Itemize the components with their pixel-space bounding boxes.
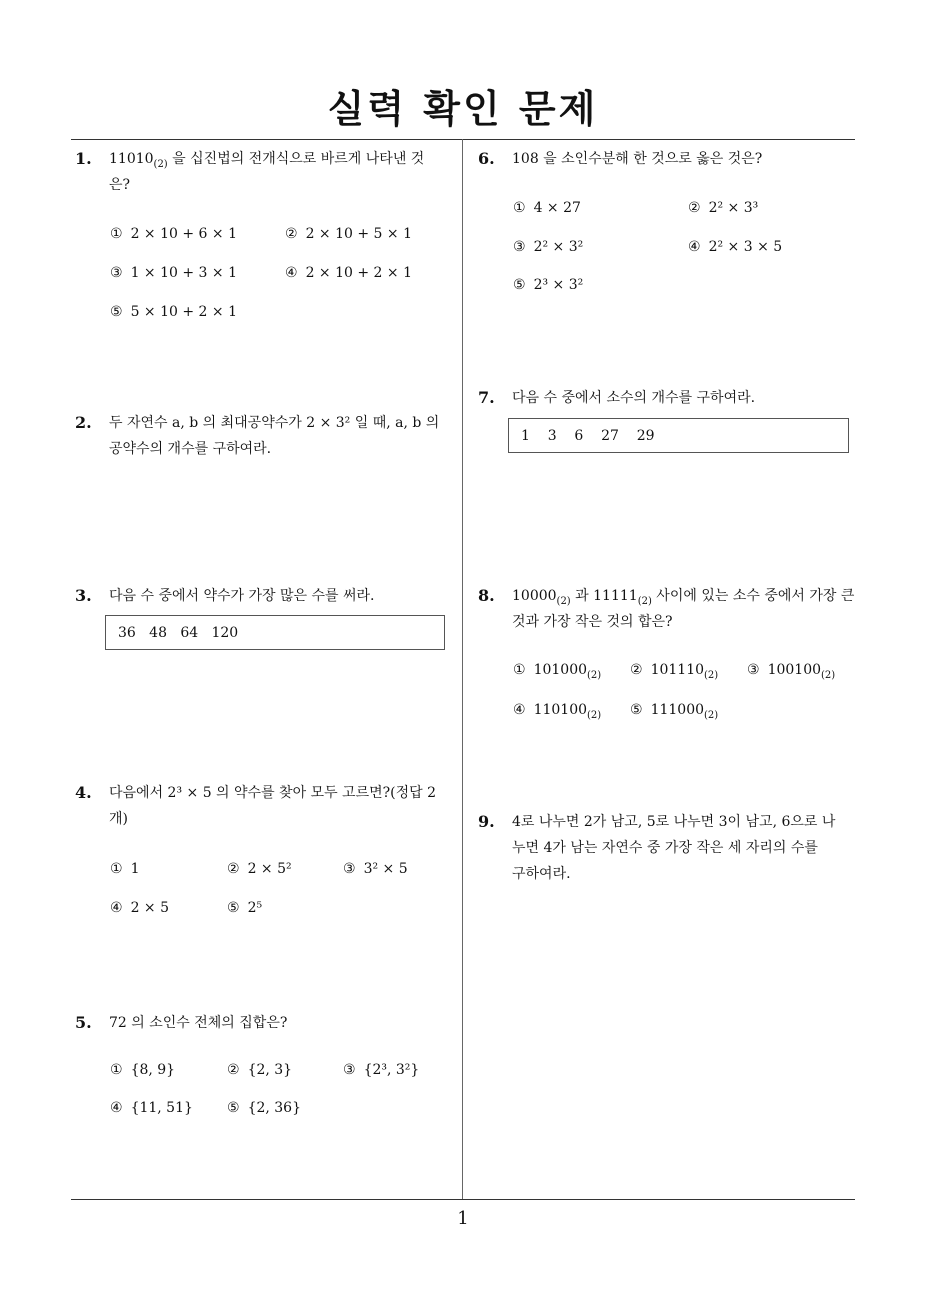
choice-text: 2 × 5 [130,900,170,916]
choice-2[interactable] [688,200,758,216]
choice-marker: ① [110,226,123,242]
choice-1[interactable] [110,226,237,242]
choice-5[interactable] [630,702,719,721]
choice-text: 2² × 3² [533,239,584,255]
choice-text: 2 × 10 + 2 × 1 [305,265,412,281]
choice-5[interactable] [227,1100,301,1116]
question-text-line: 다음에서 2³ × 5 의 약수를 찾아 모두 고르면?(정답 2 [109,785,436,801]
choice-5[interactable] [227,900,262,916]
question-number: 6. [478,149,495,168]
choice-3[interactable] [343,861,408,877]
choice-1[interactable] [513,200,581,216]
question-8 [478,583,860,643]
question-text [109,780,457,832]
question-number: 5. [75,1013,92,1032]
base-subscript: (2) [556,596,571,607]
base-subscript: (2) [153,159,168,170]
choice-text: 2 × 5² [247,861,292,877]
choice-text: 1 × 10 + 3 × 1 [130,265,237,281]
question-3 [75,583,457,613]
question-text [109,583,457,609]
question-6 [478,146,860,176]
choice-text: 2⁵ [247,900,263,916]
choice-marker: ⑤ [227,900,240,916]
choice-4[interactable] [285,265,412,281]
question-text [512,146,860,172]
choice-marker: ④ [110,1100,123,1116]
base-subscript: (2) [637,596,652,607]
question-5 [75,1010,457,1040]
choice-text: 111000 [650,702,705,718]
question-text-line: 108 을 소인수분해 한 것으로 옳은 것은? [512,151,763,167]
base-subscript: (2) [821,670,836,681]
choice-marker: ③ [343,861,356,877]
choice-text: 101110 [650,662,705,678]
question-text-line: 은? [109,177,131,193]
choice-text: 5 × 10 + 2 × 1 [130,304,237,320]
choice-text: 2³ × 3² [533,277,584,293]
choice-text: {2³, 3²} [363,1062,420,1078]
choice-marker: ③ [343,1062,356,1078]
question-2 [75,410,457,470]
question-number: 7. [478,388,495,407]
question-number: 9. [478,812,495,831]
choice-marker: ② [688,200,701,216]
choice-text: 2 × 10 + 5 × 1 [305,226,412,242]
choice-marker: ① [110,1062,123,1078]
choice-text: 3² × 5 [363,861,408,877]
choice-1[interactable] [110,861,139,877]
choice-4[interactable] [513,702,602,721]
question-text-line: 개) [109,811,128,827]
choice-text: {11, 51} [130,1100,193,1116]
question-9 [478,809,860,893]
binary-number: 11010 [109,151,154,167]
question-number: 4. [75,783,92,802]
question-text-line: 구하여라. [512,866,571,882]
choice-marker: ② [227,1062,240,1078]
choice-marker: ⑤ [227,1100,240,1116]
question-text [109,1010,457,1036]
choice-marker: ① [110,861,123,877]
choice-text: 2 × 10 + 6 × 1 [130,226,237,242]
base-subscript: (2) [587,710,602,721]
choice-marker: ④ [513,702,526,718]
choice-1[interactable] [110,1062,175,1078]
choice-4[interactable] [688,239,782,255]
base-subscript: (2) [704,710,719,721]
question-text-line: 다음 수 중에서 소수의 개수를 구하여라. [512,390,756,406]
binary-number: 10000 [512,588,557,604]
choice-text: 1 [130,861,140,877]
choice-marker: ④ [688,239,701,255]
choice-3[interactable] [343,1062,419,1078]
choice-5[interactable] [513,277,583,293]
choice-2[interactable] [227,1062,292,1078]
choice-3[interactable] [513,239,583,255]
choice-marker: ② [227,861,240,877]
choice-text: {2, 3} [247,1062,293,1078]
number-list-box: 36 48 64 120 [105,615,445,650]
number-list-box: 1 3 6 27 29 [508,418,849,453]
choice-text: 4 × 27 [533,200,581,216]
choice-marker: ② [630,662,643,678]
question-number: 1. [75,149,92,168]
choice-marker: ⑤ [630,702,643,718]
question-1 [75,146,457,206]
page-title: 실력 확인 문제 [327,87,599,131]
choice-marker: ② [285,226,298,242]
choice-4[interactable] [110,1100,193,1116]
choice-marker: ③ [747,662,760,678]
base-subscript: (2) [704,670,719,681]
choice-marker: ⑤ [513,277,526,293]
question-text [512,583,860,635]
choice-2[interactable] [285,226,412,242]
choice-marker: ③ [110,265,123,281]
choice-5[interactable] [110,304,237,320]
choice-4[interactable] [110,900,169,916]
choice-marker: ④ [110,900,123,916]
question-text-line: 다음 수 중에서 약수가 가장 많은 수를 써라. [109,588,375,604]
question-text [512,385,860,411]
header-divider [71,139,855,140]
choice-text: 100100 [767,662,822,678]
question-text-line: 누면 4가 남는 자연수 중 가장 작은 세 자리의 수를 [512,840,818,856]
choice-2[interactable] [630,662,719,681]
question-text [109,146,457,198]
choice-marker: ① [513,662,526,678]
question-text-line: 을 십진법의 전개식으로 바르게 나타낸 것 [167,151,425,167]
page-number: 1 [457,1208,469,1229]
choice-text: 2² × 3³ [708,200,759,216]
base-subscript: (2) [587,670,602,681]
choice-marker: ① [513,200,526,216]
question-7 [478,385,860,415]
question-number: 3. [75,586,92,605]
question-text-line: 두 자연수 a, b 의 최대공약수가 2 × 3² 일 때, a, b 의 [109,415,440,431]
question-text-line: 4로 나누면 2가 남고, 5로 나누면 3이 남고, 6으로 나 [512,814,836,830]
column-divider [462,139,463,1200]
choice-text: 101000 [533,662,588,678]
choice-marker: ④ [285,265,298,281]
choice-1[interactable] [513,662,602,681]
question-text-line: 것과 가장 작은 것의 합은? [512,614,673,630]
choice-3[interactable] [747,662,836,681]
choice-2[interactable] [227,861,292,877]
question-text-line: 사이에 있는 소수 중에서 가장 큰 [651,588,855,604]
choice-marker: ⑤ [110,304,123,320]
question-text-line: 공약수의 개수를 구하여라. [109,441,272,457]
question-4 [75,780,457,840]
question-text-line: 과 11111 [570,588,638,604]
question-number: 2. [75,413,92,432]
choice-text: {8, 9} [130,1062,176,1078]
choice-marker: ③ [513,239,526,255]
question-text [512,809,860,887]
question-text-line: 72 의 소인수 전체의 집합은? [109,1015,288,1031]
choice-text: {2, 36} [247,1100,301,1116]
choice-text: 2² × 3 × 5 [708,239,783,255]
question-number: 8. [478,586,495,605]
choice-3[interactable] [110,265,237,281]
choice-text: 110100 [533,702,588,718]
footer-divider [71,1199,855,1200]
question-text [109,410,457,462]
